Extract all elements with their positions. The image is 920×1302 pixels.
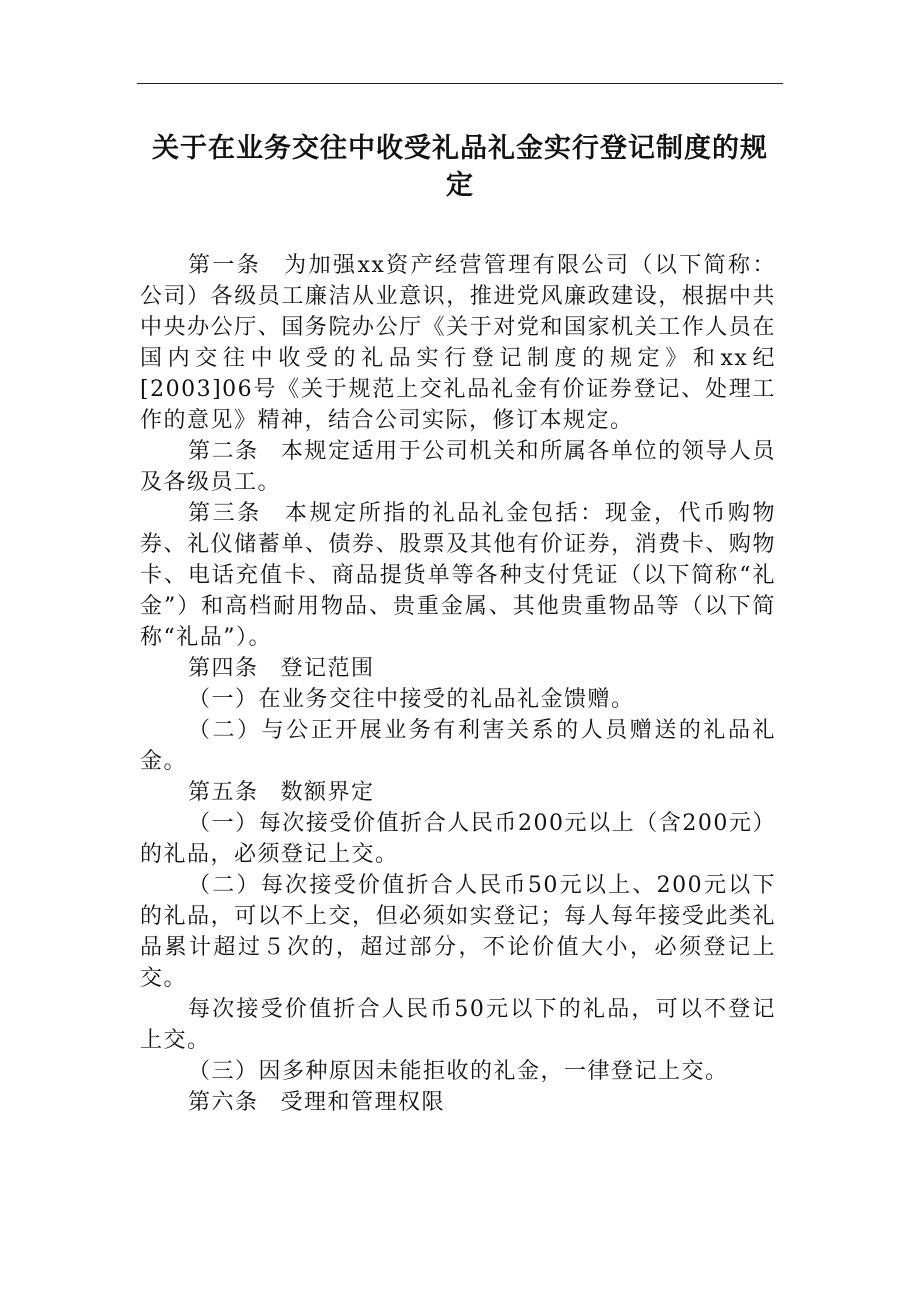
article-2-text: 本规定适用于公司机关和所属各单位的领导人员及各级员工。 bbox=[140, 439, 776, 495]
paragraph-article-1 bbox=[140, 250, 776, 436]
paragraph-article-4-item-2: （二）与公正开展业务有利害关系的人员赠送的礼品礼金。 bbox=[140, 718, 776, 774]
paragraph-article-5-item-2: （二）每次接受价值折合人民币50元以上、200元以下的礼品，可以不上交，但必须如实登记；每人每年接受此类礼品累计超过５次的，超过部分，不论价值大小，必须登记上交。 bbox=[140, 873, 776, 991]
article-1-heading: 第一条 bbox=[188, 253, 262, 278]
article-3-heading: 第三条 bbox=[188, 501, 262, 526]
document-body bbox=[140, 250, 776, 1118]
paragraph-article-6 bbox=[140, 1087, 776, 1118]
paragraph-article-5-item-3: （三）因多种原因未能拒收的礼金，一律登记上交。 bbox=[188, 1059, 729, 1084]
article-6-heading: 第六条 bbox=[188, 1090, 259, 1115]
article-5-text: 数额界定 bbox=[280, 780, 375, 805]
paragraph-article-4-item-1: （一）在业务交往中接受的礼品礼金馈赠。 bbox=[188, 687, 635, 712]
article-6-text: 受理和管理权限 bbox=[280, 1090, 446, 1115]
paragraph-article-4 bbox=[140, 653, 776, 684]
paragraph-article-2 bbox=[140, 436, 776, 498]
article-2-heading: 第二条 bbox=[188, 439, 259, 464]
document-title: 关于在业务交往中收受礼品礼金实行登记制度的规定 bbox=[152, 133, 768, 201]
paragraph-article-5-note: 每次接受价值折合人民币50元以下的礼品，可以不登记上交。 bbox=[140, 997, 776, 1053]
paragraph-article-3 bbox=[140, 498, 776, 653]
article-4-heading: 第四条 bbox=[188, 656, 259, 681]
article-4-text: 登记范围 bbox=[280, 656, 375, 681]
article-5-heading: 第五条 bbox=[188, 780, 259, 805]
paragraph-article-5 bbox=[140, 777, 776, 808]
paragraph-article-5-item-1: （一）每次接受价值折合人民币200元以上（含200元）的礼品，必须登记上交。 bbox=[140, 811, 776, 867]
article-3-text: 本规定所指的礼品礼金包括：现金，代币购物券、礼仪储蓄单、债券、股票及其他有价证券，消费卡、购物卡、电话充值卡、商品提货单等各种支付凭证（以下简称“礼金”）和高档耐用物品、贵重金属、其他贵重物品等（以下简称“礼品”）。 bbox=[140, 501, 776, 650]
article-1-text: 为加强xx资产经营管理有限公司（以下简称：公司）各级员工廉洁从业意识，推进党风廉政建设，根据中共中央办公厅、国务院办公厅《关于对党和国家机关工作人员在国内交往中收受的礼品实行登记制度的规定》和xx纪[2003]06号《关于规范上交礼品礼金有价证券登记、处理工作的意见》精神，结合公司实际，修订本规定。 bbox=[140, 253, 776, 433]
top-divider bbox=[137, 83, 783, 84]
